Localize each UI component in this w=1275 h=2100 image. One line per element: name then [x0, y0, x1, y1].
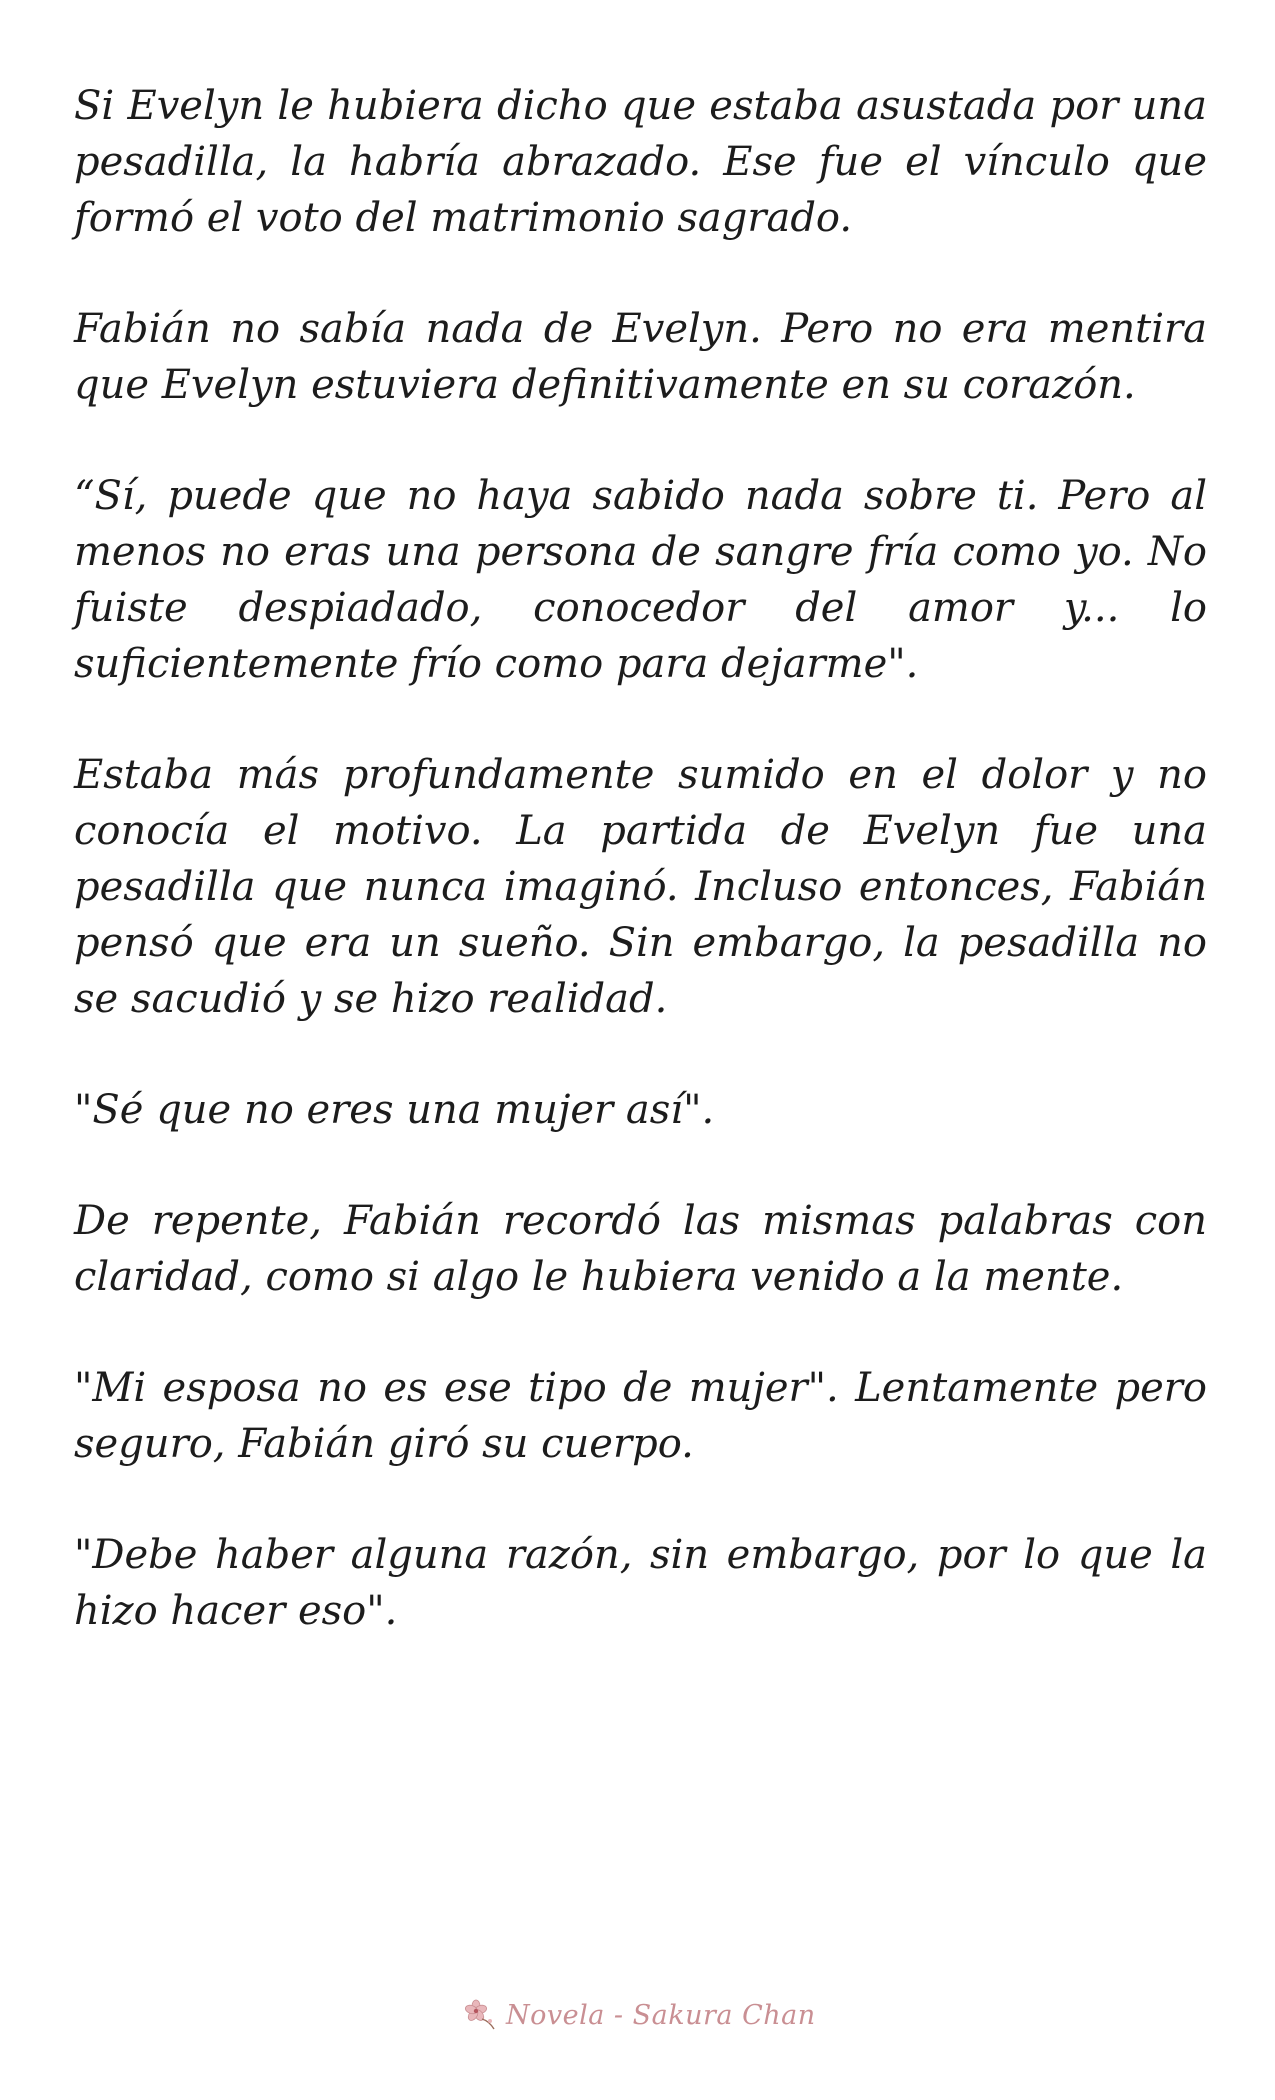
paragraph-6: De repente, Fabián recordó las mismas palabras con claridad, como si algo le hubiera venido a la mente.: [74, 1198, 1207, 1300]
watermark-text: Novela - Sakura Chan: [506, 1999, 816, 2031]
paragraph-8: "Debe haber alguna razón, sin embargo, por lo que la hizo hacer eso".: [74, 1532, 1207, 1634]
paragraph-7: "Mi esposa no es ese tipo de mujer". Lentamente pero seguro, Fabián giró su cuerpo.: [74, 1365, 1207, 1467]
paragraph-4: Estaba más profundamente sumido en el dolor y no conocía el motivo. La partida de Evelyn fue una pesadilla que nunca imaginó. Incluso entonces, Fabián pensó que era un sueño. Sin embargo, la pesadilla no se sacudió y se hizo realidad.: [74, 752, 1207, 1022]
paragraph-1: Si Evelyn le hubiera dicho que estaba asustada por una pesadilla, la habría abrazado. Ese fue el vínculo que formó el voto del matrimonio sagrado.: [74, 83, 1207, 241]
watermark: [462, 1995, 816, 2035]
cherry-blossom-icon: [462, 1997, 498, 2033]
paragraph-2: Fabián no sabía nada de Evelyn. Pero no era mentira que Evelyn estuviera definitivamente en su corazón.: [74, 306, 1207, 408]
story-text: [74, 78, 1207, 1639]
paragraph-3: “Sí, puede que no haya sabido nada sobre ti. Pero al menos no eras una persona de sangre fría como yo. No fuiste despiadado, conocedor del amor y... lo suficientemente frío como para dejarme".: [74, 473, 1207, 687]
paragraph-5: "Sé que no eres una mujer así".: [74, 1087, 715, 1133]
